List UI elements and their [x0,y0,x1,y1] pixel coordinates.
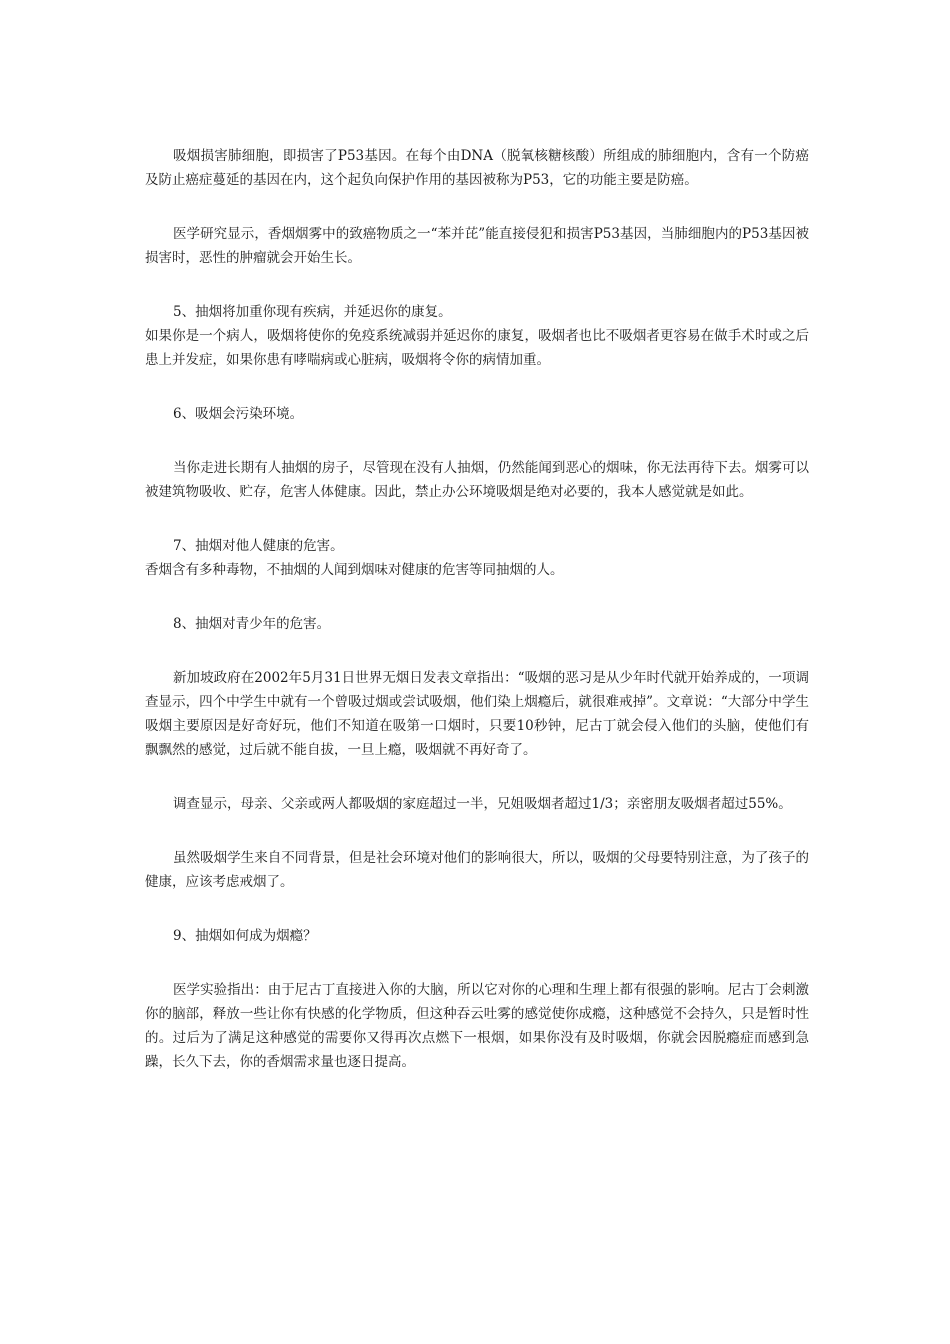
paragraph-nicotine-addiction: 医学实验指出：由于尼古丁直接进入你的大脑，所以它对你的心理和生理上都有很强的影响。尼古丁会刺激你的脑部，释放一些让你有快感的化学物质，但这种吞云吐雾的感觉使你成瘾，这种感觉不会持久，只是暂时性的。过后为了满足这种感觉的需要你又得再次点燃下一根烟，如果你没有及时吸烟，你就会因脱瘾症而感到急躁，长久下去，你的香烟需求量也逐日提高。 [145,982,809,1070]
heading-section-7: 7、抽烟对他人健康的危害。 [173,538,344,554]
document-body [145,144,809,1074]
heading-section-8: 8、抽烟对青少年的危害。 [173,616,331,632]
paragraph-parents-advice: 虽然吸烟学生来自不同背景，但是社会环境对他们的影响很大，所以，吸烟的父母要特别注意，为了孩子的健康，应该考虑戒烟了。 [145,850,809,890]
paragraph-section-6: 当你走进长期有人抽烟的房子，尽管现在没有人抽烟，仍然能闻到恶心的烟味，你无法再待下去。烟雾可以被建筑物吸收、贮存，危害人体健康。因此，禁止办公环境吸烟是绝对必要的，我本人感觉就是如此。 [145,460,809,500]
paragraph-survey: 调查显示，母亲、父亲或两人都吸烟的家庭超过一半，兄姐吸烟者超过1/3；亲密朋友吸烟者超过55%。 [173,796,792,812]
paragraph-p53-damage: 吸烟损害肺细胞，即损害了P53基因。在每个由DNA（脱氧核糖核酸）所组成的肺细胞内，含有一个防癌及防止癌症蔓延的基因在内，这个起负向保护作用的基因被称为P53，它的功能主要是防癌。 [145,148,809,188]
heading-section-9: 9、抽烟如何成为烟瘾？ [173,928,317,944]
paragraph-singapore-report: 新加坡政府在2002年5月31日世界无烟日发表文章指出：“吸烟的恶习是从少年时代就开始养成的，一项调查显示，四个中学生中就有一个曾吸过烟或尝试吸烟，他们染上烟瘾后，就很难戒掉”。文章说：“大部分中学生吸烟主要原因是好奇好玩，他们不知道在吸第一口烟时，只要10秒钟，尼古丁就会侵入他们的头脑，使他们有飘飘然的感觉，过后就不能自拔，一旦上瘾，吸烟就不再好奇了。 [145,670,809,758]
paragraph-benzopyrene: 医学研究显示，香烟烟雾中的致癌物质之一“苯并芘”能直接侵犯和损害P53基因，当肺细胞内的P53基因被损害时，恶性的肿瘤就会开始生长。 [145,226,809,266]
heading-section-6: 6、吸烟会污染环境。 [173,406,304,422]
heading-section-5: 5、抽烟将加重你现有疾病，并延迟你的康复。 [173,304,452,320]
paragraph-section-5: 如果你是一个病人，吸烟将使你的免疫系统减弱并延迟你的康复，吸烟者也比不吸烟者更容易在做手术时或之后患上并发症，如果你患有哮喘病或心脏病，吸烟将令你的病情加重。 [145,328,809,368]
paragraph-section-7: 香烟含有多种毒物，不抽烟的人闻到烟味对健康的危害等同抽烟的人。 [145,562,564,578]
